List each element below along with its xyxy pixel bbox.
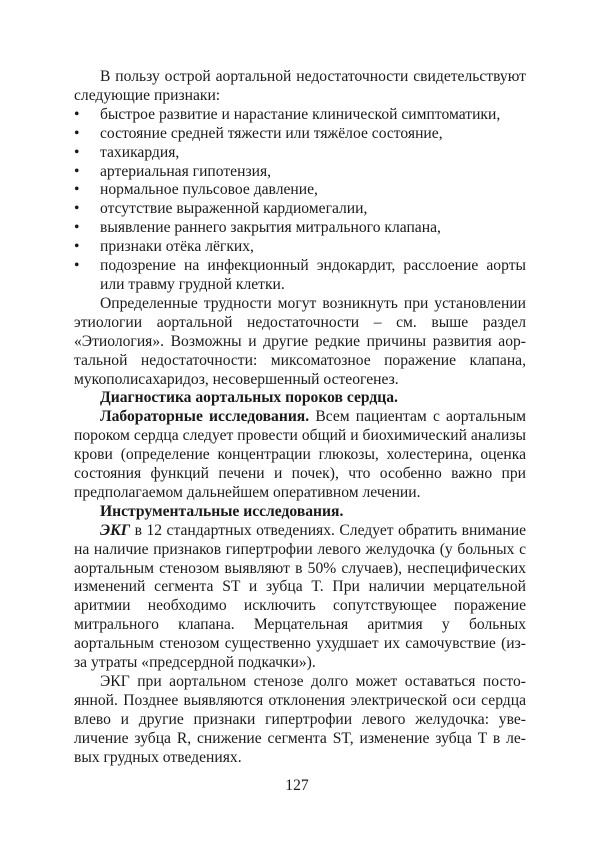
ecg-paragraph-2: ЭКГ при аортальном стенозе долго может оставаться постоянной. Позднее выявляются отклонения электрической оси сердца влево и другие признаки гипертрофии левого желудочка: увеличение зубца R, снижение сегмента ST, изменение зубца T в левых грудных отведениях.	[74, 673, 526, 766]
list-item: • состояние средней тяжести или тяжёлое состояние,	[74, 125, 526, 144]
list-item: • отсутствие выраженной кардиомегалии,	[74, 200, 526, 219]
list-item: • артериальная гипотензия,	[74, 163, 526, 182]
intro-paragraph: В пользу острой аортальной недостаточности свидетельствуют следующие признаки:	[74, 68, 526, 104]
ecg-label: ЭКГ	[100, 521, 131, 539]
instrumental-heading: Инструментальные исследования.	[100, 502, 344, 520]
list-item: • подозрение на инфекционный эндокардит, расслоение аорты или травму грудной клетки.	[74, 257, 526, 295]
page-body	[74, 68, 526, 768]
list-item: • быстрое развитие и нарастание клинической симптоматики,	[74, 106, 526, 125]
page-number: 127	[285, 777, 309, 794]
signs-list	[74, 106, 526, 295]
list-item: • выявление раннего закрытия митрального клапана,	[74, 219, 526, 238]
lab-paragraph	[74, 408, 526, 503]
ecg-text: в 12 стандартных отведениях. Следует обратить внимание на наличие признаков гипертрофии левого желудочка (у больных с аортальным стенозом выявляют в 50% случаев), неспецифических изменений сегмента ST и зубца T. При наличии мерцательной аритмии необходимо исключить сопутствующее поражение митрального клапана. Мерцательная аритмия у больных аортальным стенозом существенно ухудшает их самочувствие (из-за утраты «предсердной подкачки»).	[74, 521, 526, 672]
list-item: • нормальное пульсовое давление,	[74, 181, 526, 200]
diagnostics-heading: Диагностика аортальных пороков сердца.	[100, 389, 398, 407]
lab-heading: Лабораторные исследования.	[100, 408, 310, 426]
ecg-paragraph	[74, 522, 526, 673]
list-item: • тахикардия,	[74, 144, 526, 163]
list-item: • признаки отёка лёгких,	[74, 238, 526, 257]
etiology-paragraph: Определенные трудности могут возникнуть при установлении этиологии аортальной недостаточности – см. выше раздел «Этиология». Возможны и другие редкие причины развития аортальной недостаточности: миксоматозное поражение клапана, мукополисахаридоз, несовершенный остеогенез.	[74, 294, 526, 388]
lab-text: Всем пациентам с аортальным пороком сердца следует провести общий и биохимический анализы крови (определение концентрации глюкозы, холестерина, оценка состояния функций печени и почек), что особенно важно при предполагаемом дальнейшем оперативном лечении.	[74, 408, 526, 501]
